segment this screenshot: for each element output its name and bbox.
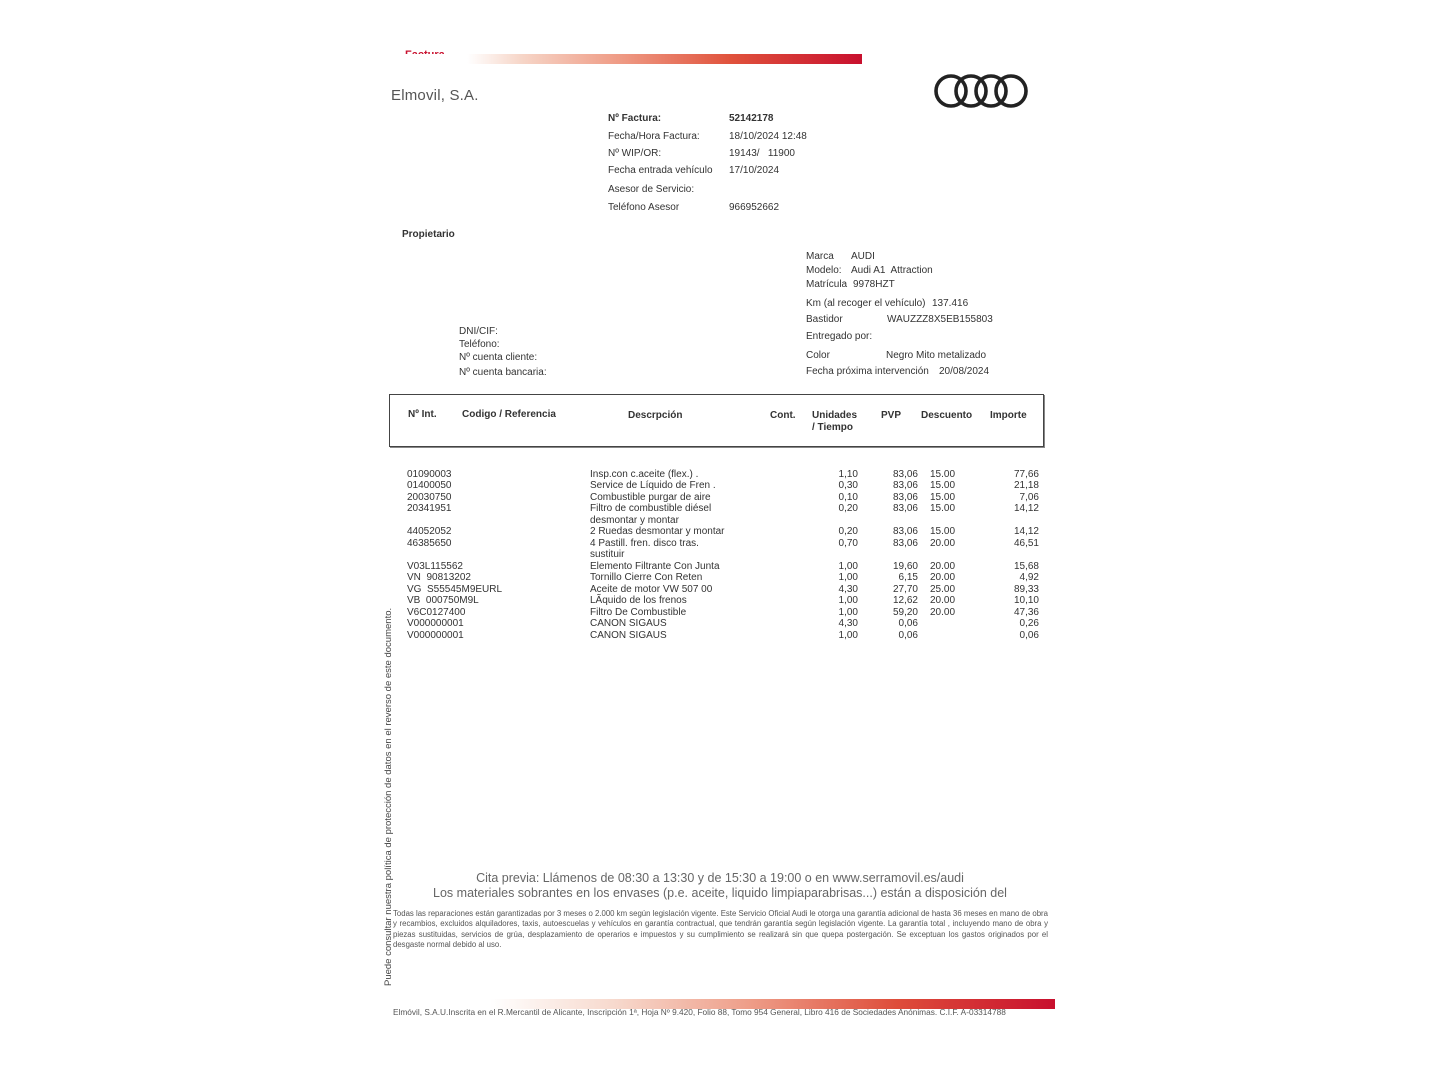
- item-units: 1,00: [838, 595, 858, 606]
- vin-value: WAUZZZ8X5EB155803: [887, 314, 993, 325]
- item-description: Service de Líquido de Fren .: [590, 480, 716, 491]
- item-units: 0,30: [838, 480, 858, 491]
- next-service-date: 20/08/2024: [939, 366, 990, 377]
- item-amount: 21,18: [1013, 480, 1039, 491]
- dni-label: DNI/CIF:: [459, 326, 498, 337]
- item-pvp: 83,06: [892, 503, 918, 514]
- item-pvp: 12,62: [892, 595, 918, 606]
- item-amount: 4,92: [1019, 572, 1039, 583]
- item-description: Tornillo Cierre Con Reten: [590, 572, 703, 583]
- privacy-side-note: Puede consultar nuestra política de protección de datos en el reverso de este documento.: [383, 607, 394, 986]
- item-discount: 15.00: [930, 503, 956, 514]
- item-description: Insp.con c.aceite (flex.) .: [590, 469, 699, 480]
- item-amount: 14,12: [1013, 503, 1039, 514]
- item-units: 1,00: [838, 561, 858, 572]
- warranty-legal-text: Todas las reparaciones están garantizadas por 3 meses o 2.000 km según legislación vigente. Este Servicio Oficial Audi le otorga una garantía adicional de hasta 36 meses en mano de obra y recambios, excluidos alquiladores, taxis, autoescuelas y vehículos en garantía contractual, que tendrán garantía según legislación vigente. La garantía total , incluyendo mano de obra y piezas sustituidas, servicios de grúa, desplazamiento de operarios e impuestos y su cumplimiento se realizará sin que quepa postergación. Se exceptuan los gastos originados por el desgaste normal debido al uso.: [393, 909, 1048, 949]
- item-description: 4 Pastill. fren. disco tras.: [590, 538, 699, 549]
- advisor-phone-label: Teléfono Asesor: [608, 202, 680, 213]
- item-discount: 15.00: [930, 526, 956, 537]
- item-description: CANON SIGAUS: [590, 618, 667, 629]
- km-value: 137.416: [932, 298, 969, 309]
- km-label: Km (al recoger el vehículo): [806, 298, 926, 309]
- item-description-line2: sustituir: [590, 549, 625, 560]
- item-discount: 20.00: [930, 607, 956, 618]
- item-amount: 77,66: [1013, 469, 1039, 480]
- item-units: 0,10: [838, 492, 858, 503]
- wip-value: 19143/ 11900: [729, 148, 795, 159]
- item-pvp: 83,06: [892, 538, 918, 549]
- color-value: Negro Mito metalizado: [886, 350, 987, 361]
- item-units: 0,70: [838, 538, 858, 549]
- invoice-datetime-label: Fecha/Hora Factura:: [608, 131, 700, 142]
- item-units: 0,20: [838, 503, 858, 514]
- item-pvp: 83,06: [892, 526, 918, 537]
- item-description: CANON SIGAUS: [590, 630, 667, 641]
- item-units: 1,00: [838, 630, 858, 641]
- item-description: 2 Ruedas desmontar y montar: [590, 526, 725, 537]
- item-description: Filtro de combustible diésel: [590, 503, 712, 514]
- invoice-datetime: 18/10/2024 12:48: [729, 131, 807, 142]
- invoice-number: 52142178: [729, 113, 774, 124]
- item-description-line2: desmontar y montar: [590, 515, 679, 526]
- col-header-pvp: PVP: [881, 410, 902, 421]
- next-service-label: Fecha próxima intervención: [806, 366, 929, 377]
- company-registry-text: Elmóvil, S.A.U.Inscrita en el R.Mercantil de Alicante, Inscripción 1ª, Hoja Nº 9.420, Folio 88, Tomo 954 General, Libro 416 de Sociedades Anónimas. C.I.F. A-03314788: [393, 1007, 1006, 1017]
- item-discount: 15.00: [930, 492, 956, 503]
- item-pvp: 0,06: [898, 630, 918, 641]
- item-units: 1,10: [838, 469, 858, 480]
- entry-date-label: Fecha entrada vehículo: [608, 165, 713, 176]
- col-header-n-int: Nº Int.: [408, 409, 437, 420]
- col-header-cont: Cont.: [770, 410, 796, 421]
- item-amount: 14,12: [1013, 526, 1039, 537]
- invoice-number-label: Nº Factura:: [608, 113, 662, 124]
- item-pvp: 83,06: [892, 469, 918, 480]
- item-discount: 15.00: [930, 480, 956, 491]
- item-code: 01090003: [407, 469, 452, 480]
- item-units: 1,00: [838, 607, 858, 618]
- client-account-label: Nº cuenta cliente:: [459, 352, 538, 363]
- item-description: LÃquido de los frenos: [590, 595, 687, 606]
- company-name: Elmovil, S.A.: [391, 87, 479, 104]
- item-units: 0,20: [838, 526, 858, 537]
- header-gradient-bar: [392, 54, 862, 64]
- item-amount: 7,06: [1019, 492, 1039, 503]
- item-code: 44052052: [407, 526, 452, 537]
- item-code: VB 000750M9L: [407, 595, 479, 606]
- item-discount: 20.00: [930, 572, 956, 583]
- item-description: Combustible purgar de aire: [590, 492, 711, 503]
- col-header-descuento: Descuento: [921, 410, 973, 421]
- item-pvp: 83,06: [892, 480, 918, 491]
- wip-label: Nº WIP/OR:: [608, 148, 662, 159]
- entry-date: 17/10/2024: [729, 165, 780, 176]
- col-header-codigo: Codigo / Referencia: [462, 409, 556, 420]
- brand-value: AUDI: [851, 251, 875, 262]
- item-amount: 10,10: [1013, 595, 1039, 606]
- col-header-tiempo: / Tiempo: [812, 422, 853, 433]
- item-amount: 15,68: [1013, 561, 1039, 572]
- item-pvp: 27,70: [892, 584, 918, 595]
- item-pvp: 59,20: [892, 607, 918, 618]
- appointment-note: Cita previa: Llámenos de 08:30 a 13:30 y de 15:30 a 19:00 o en www.serramovil.es/audi: [476, 871, 964, 885]
- col-header-unidades: Unidades: [812, 410, 858, 421]
- item-description: Filtro De Combustible: [590, 607, 687, 618]
- item-units: 4,30: [838, 618, 858, 629]
- item-description: Elemento Filtrante Con Junta: [590, 561, 720, 572]
- item-code: V6C0127400: [407, 607, 466, 618]
- delivered-by-label: Entregado por:: [806, 331, 873, 342]
- item-pvp: 6,15: [898, 572, 918, 583]
- bank-account-label: Nº cuenta bancaria:: [459, 367, 547, 378]
- advisor-label: Asesor de Servicio:: [608, 184, 695, 195]
- item-code: 20341951: [407, 503, 452, 514]
- item-units: 4,30: [838, 584, 858, 595]
- item-code: V000000001: [407, 618, 464, 629]
- plate-value: 9978HZT: [853, 279, 895, 290]
- item-code: 20030750: [407, 492, 452, 503]
- item-amount: 0,06: [1019, 630, 1039, 641]
- item-pvp: 0,06: [898, 618, 918, 629]
- owner-section-title: Propietario: [402, 229, 455, 240]
- item-description: Aceite de motor VW 507 00: [590, 584, 713, 595]
- item-code: V03L115562: [407, 561, 463, 572]
- item-amount: 47,36: [1013, 607, 1039, 618]
- plate-label: Matrícula: [806, 279, 848, 290]
- item-code: 46385650: [407, 538, 452, 549]
- col-header-descripcion: Descrpción: [628, 410, 683, 421]
- item-discount: 15.00: [930, 469, 956, 480]
- item-discount: 25.00: [930, 584, 956, 595]
- model-value: Audi A1 Attraction: [851, 265, 933, 276]
- item-discount: 20.00: [930, 595, 956, 606]
- item-code: 01400050: [407, 480, 452, 491]
- item-amount: 0,26: [1019, 618, 1039, 629]
- item-amount: 46,51: [1013, 538, 1039, 549]
- audi-rings-logo: [934, 71, 1030, 111]
- item-amount: 89,33: [1013, 584, 1039, 595]
- item-pvp: 83,06: [892, 492, 918, 503]
- materials-note: Los materiales sobrantes en los envases (p.e. aceite, liquido limpiaparabrisas...) están a disposición del: [433, 886, 1007, 900]
- item-code: VN 90813202: [407, 572, 471, 583]
- vin-label: Bastidor: [806, 314, 843, 325]
- item-pvp: 19,60: [892, 561, 918, 572]
- item-discount: 20.00: [930, 538, 956, 549]
- model-label: Modelo:: [806, 265, 842, 276]
- item-discount: 20.00: [930, 561, 956, 572]
- brand-label: Marca: [806, 251, 834, 262]
- color-label: Color: [806, 350, 830, 361]
- advisor-phone: 966952662: [729, 202, 780, 213]
- item-code: V000000001: [407, 630, 464, 641]
- col-header-importe: Importe: [990, 410, 1027, 421]
- item-units: 1,00: [838, 572, 858, 583]
- item-code: VG S55545M9EURL: [407, 584, 503, 595]
- phone-label: Teléfono:: [459, 339, 500, 350]
